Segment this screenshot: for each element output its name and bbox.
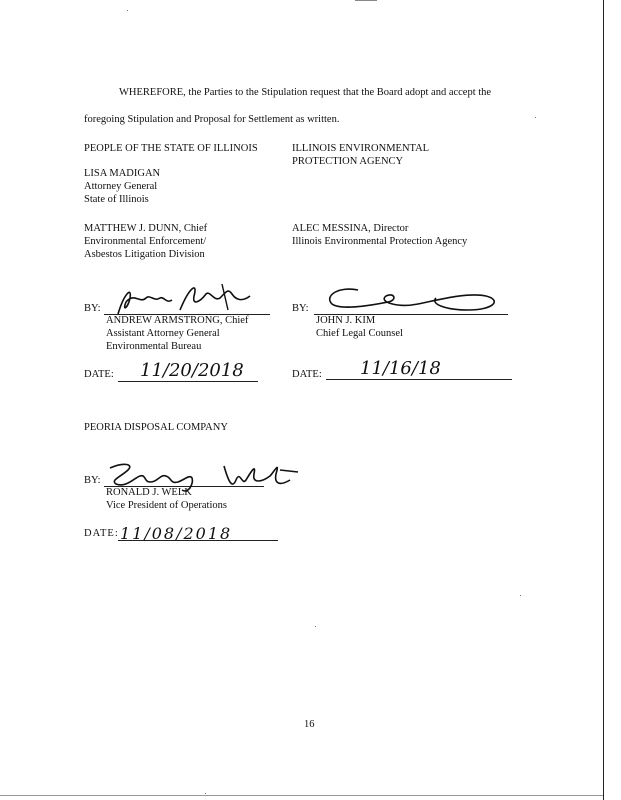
signer-name-welk: RONALD J. WELK [106, 487, 192, 498]
signer-title-welk: Vice President of Operations [106, 500, 227, 511]
date-label-kim: DATE: [292, 369, 322, 380]
by-label-kim: BY: [292, 303, 309, 314]
date-label-armstrong: DATE: [84, 369, 114, 380]
signer-bureau-armstrong: Environmental Bureau [106, 341, 202, 352]
party-right-title-1: ILLINOIS ENVIRONMENTAL [292, 143, 430, 154]
signer-org-madigan: State of Illinois [84, 194, 149, 205]
bottom-page-edge [0, 795, 603, 796]
top-scan-mark [355, 0, 377, 1]
wherefore-line-1: WHEREFORE, the Parties to the Stipulation request that the Board adopt and accept the [119, 87, 492, 98]
signer-title-kim: Chief Legal Counsel [316, 328, 403, 339]
date-value-welk: 11/08/2018 [120, 524, 233, 543]
date-value-kim: 11/16/18 [360, 358, 441, 379]
date-line-kim [326, 379, 512, 380]
signer-name-armstrong: ANDREW ARMSTRONG, Chief [106, 315, 249, 326]
party-right-title-2: PROTECTION AGENCY [292, 156, 404, 167]
signer-name-madigan: LISA MADIGAN [84, 168, 161, 179]
by-label-welk: BY: [84, 475, 101, 486]
signature-kim [318, 282, 508, 316]
signer-title-madigan: Attorney General [84, 181, 158, 192]
signature-armstrong [110, 280, 260, 320]
right-page-edge [603, 0, 604, 800]
date-value-armstrong: 11/20/2018 [140, 360, 244, 381]
scan-speck [205, 793, 206, 794]
date-label-welk: DATE: [84, 528, 119, 539]
signer-division-dunn: Asbestos Litigation Division [84, 249, 205, 260]
signer-title-dunn: Environmental Enforcement/ [84, 236, 207, 247]
party-left-title: PEOPLE OF THE STATE OF ILLINOIS [84, 143, 258, 154]
company-name: PEORIA DISPOSAL COMPANY [84, 422, 228, 433]
signer-org-messina: Illinois Environmental Protection Agency [292, 236, 468, 247]
scan-speck [315, 626, 316, 627]
wherefore-line-2: foregoing Stipulation and Proposal for Settlement as written. [84, 114, 340, 125]
page-number: 16 [304, 719, 315, 730]
scan-speck [127, 10, 128, 11]
by-label-armstrong: BY: [84, 303, 101, 314]
date-line-armstrong [118, 381, 258, 382]
signer-name-dunn: MATTHEW J. DUNN, Chief [84, 223, 208, 234]
signer-name-messina: ALEC MESSINA, Director [292, 223, 409, 234]
scan-speck [535, 117, 536, 118]
signer-name-kim: JOHN J. KIM [316, 315, 376, 326]
scan-speck [520, 595, 521, 596]
signer-title-armstrong: Assistant Attorney General [106, 328, 220, 339]
